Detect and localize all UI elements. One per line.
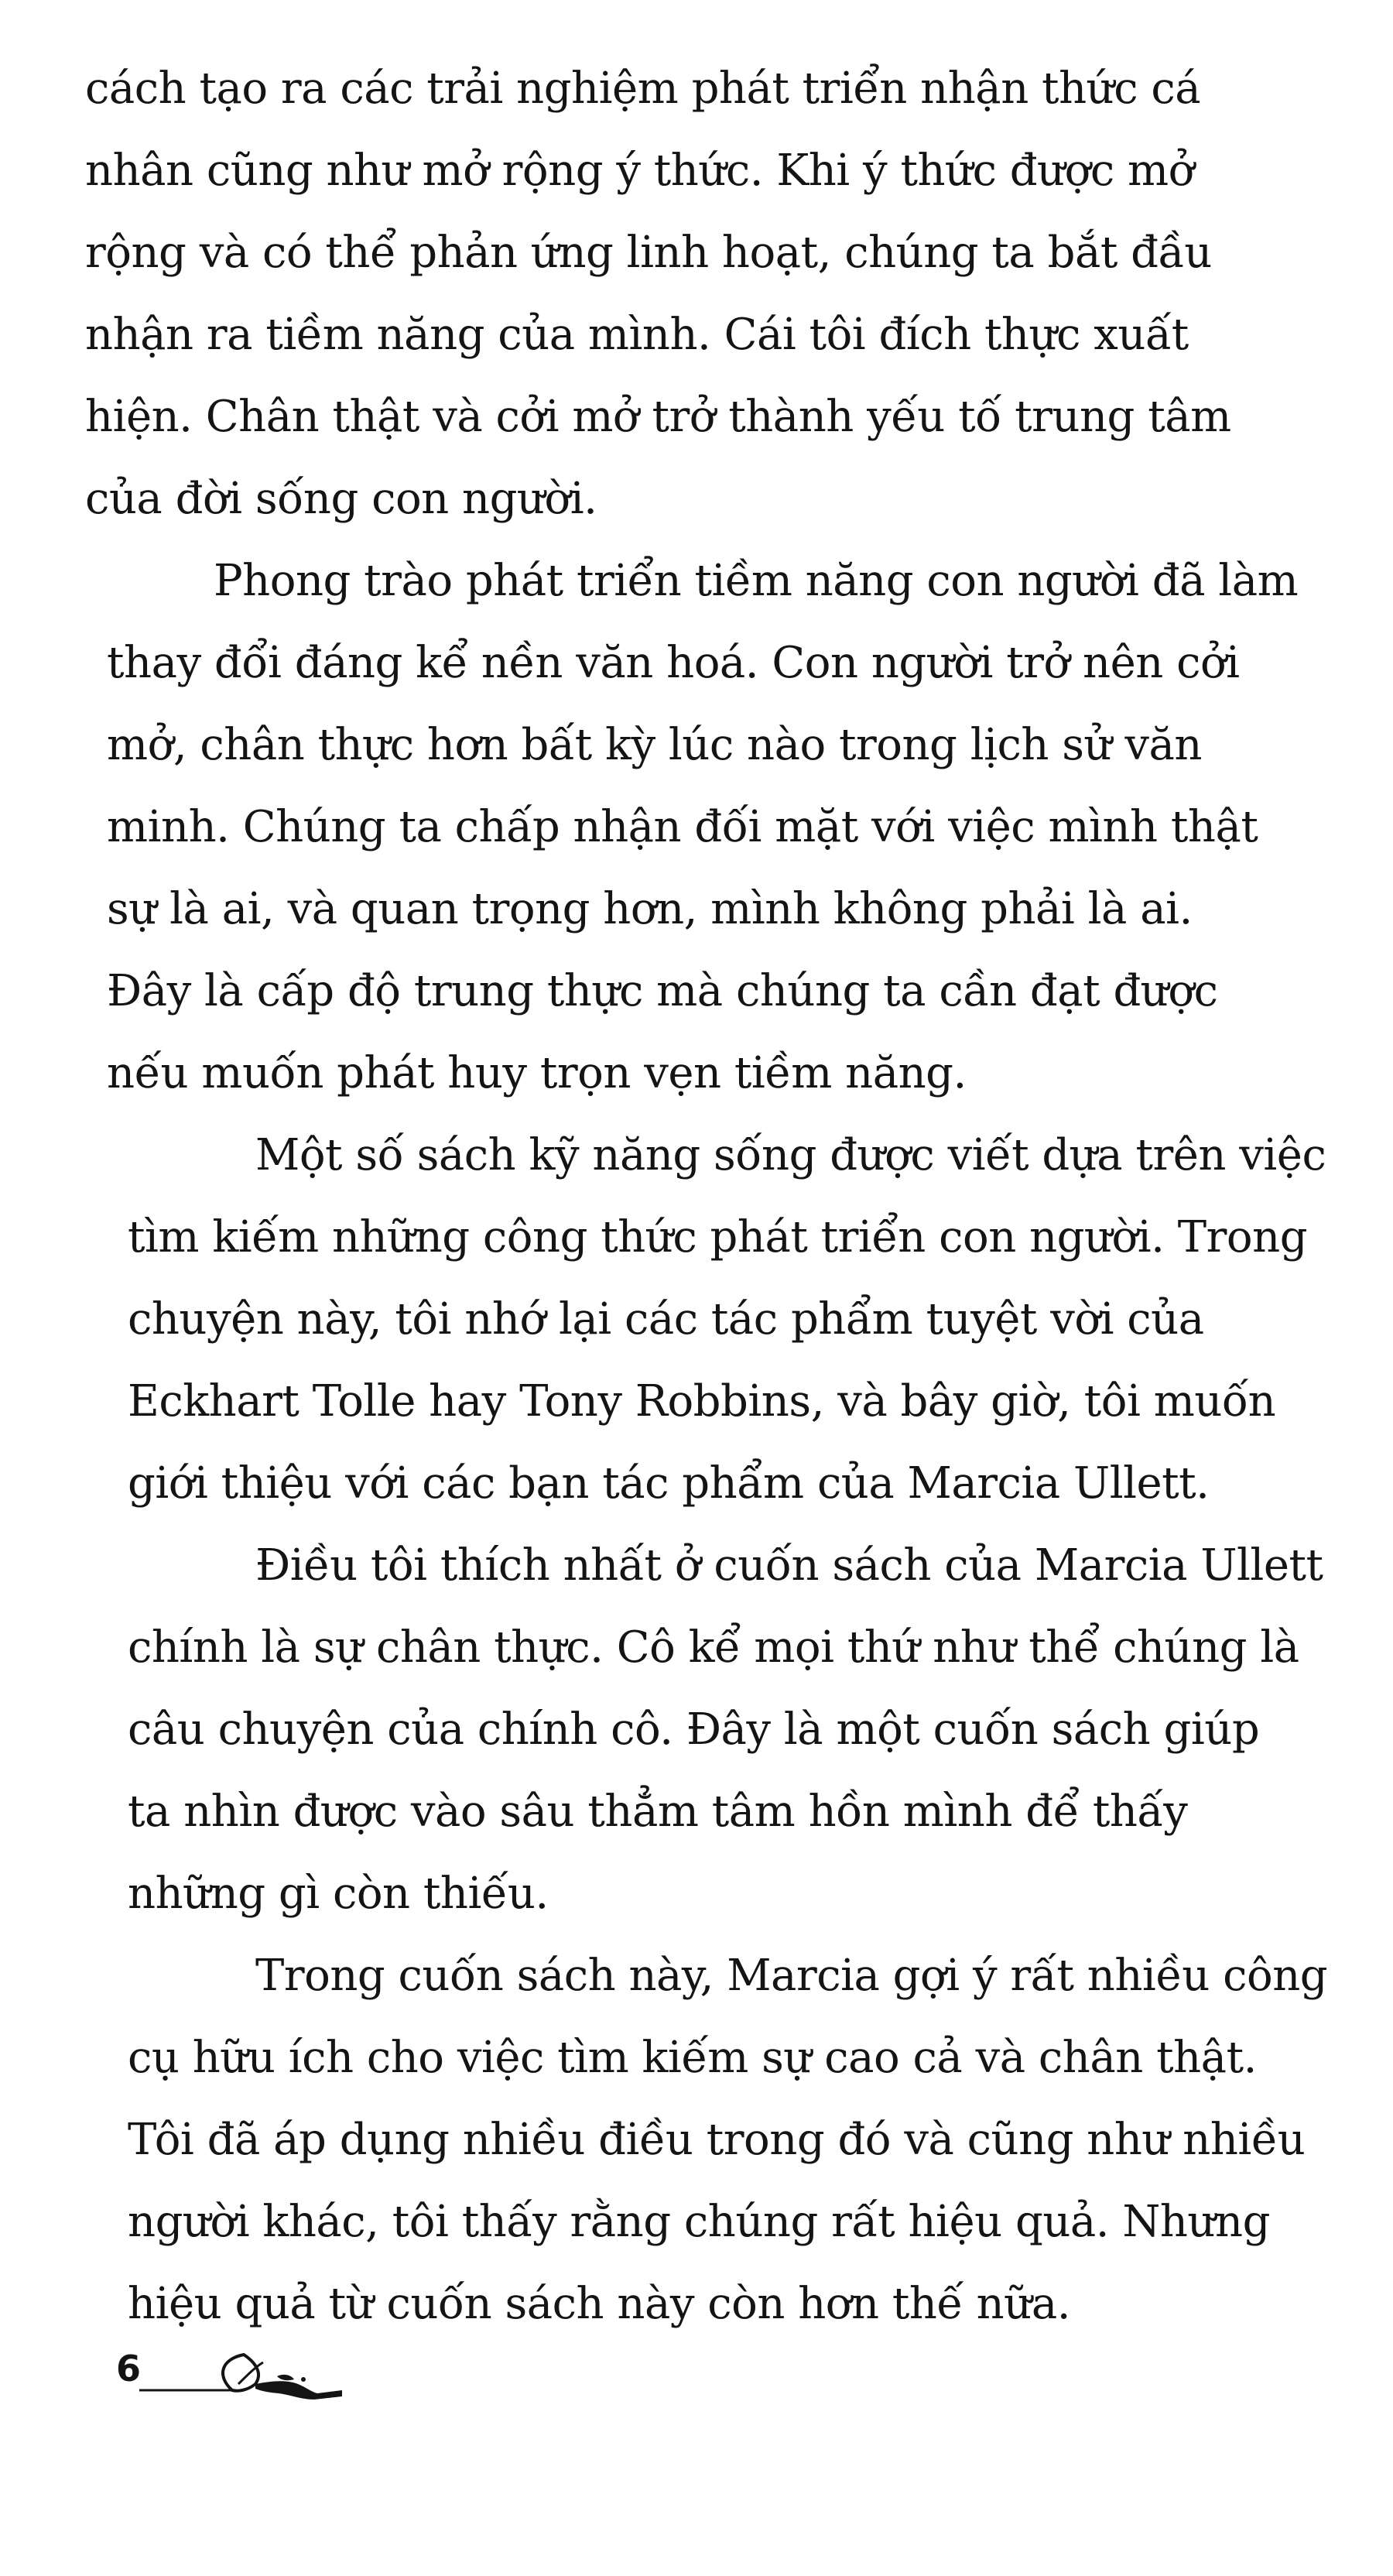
text-line: của đời sống con người. (85, 474, 597, 524)
text-line: người khác, tôi thấy rằng chúng rất hiệu quả. Nhưng (128, 2197, 1270, 2247)
text-line: sự là ai, và quan trọng hơn, mình không phải là ai. (107, 884, 1193, 934)
paragraph-2 (85, 540, 1308, 1115)
paragraph-1 (85, 48, 1308, 540)
text-line: nếu muốn phát huy trọn vẹn tiềm năng. (107, 1048, 967, 1098)
page-footer (116, 2345, 348, 2407)
text-line: chuyện này, tôi nhớ lại các tác phẩm tuyệt vời của (128, 1294, 1204, 1345)
text-line: mở, chân thực hơn bất kỳ lúc nào trong lịch sử văn (107, 720, 1202, 770)
text-line: Phong trào phát triển tiềm năng con người đã làm (214, 556, 1299, 606)
text-line: hiệu quả từ cuốn sách này còn hơn thế nữa. (128, 2279, 1070, 2329)
text-line: Một số sách kỹ năng sống được viết dựa trên việc (255, 1130, 1326, 1180)
text-line: Tôi đã áp dụng nhiều điều trong đó và cũng như nhiều (128, 2115, 1306, 2165)
text-line: minh. Chúng ta chấp nhận đối mặt với việc mình thật (107, 802, 1258, 852)
paragraph-4 (85, 1525, 1323, 1935)
text-line: câu chuyện của chính cô. Đây là một cuốn sách giúp (128, 1704, 1260, 1755)
body-text (85, 48, 1328, 2345)
text-line: thay đổi đáng kể nền văn hoá. Con người trở nên cởi (107, 638, 1240, 688)
text-line: rộng và có thể phản ứng linh hoạt, chúng ta bắt đầu (85, 228, 1212, 278)
quill-pen-icon (139, 2345, 364, 2407)
text-line: cách tạo ra các trải nghiệm phát triển nhận thức cá (85, 63, 1201, 114)
paragraph-3 (85, 1115, 1326, 1525)
text-line: hiện. Chân thật và cởi mở trở thành yếu tố trung tâm (85, 392, 1231, 442)
text-line: Đây là cấp độ trung thực mà chúng ta cần đạt được (107, 966, 1218, 1016)
text-line: cụ hữu ích cho việc tìm kiếm sự cao cả và chân thật. (128, 2033, 1257, 2083)
text-line: nhận ra tiềm năng của mình. Cái tôi đích thực xuất (85, 310, 1189, 360)
text-line: Trong cuốn sách này, Marcia gợi ý rất nhiều công (255, 1951, 1328, 2001)
paragraph-5 (85, 1935, 1328, 2345)
text-line: ta nhìn được vào sâu thẳm tâm hồn mình để thấy (128, 1786, 1188, 1837)
text-line: tìm kiếm những công thức phát triển con người. Trong (128, 1212, 1308, 1262)
text-line: những gì còn thiếu. (128, 1869, 549, 1919)
text-line: Eckhart Tolle hay Tony Robbins, và bây giờ, tôi muốn (128, 1376, 1276, 1427)
text-line: chính là sự chân thực. Cô kể mọi thứ như thể chúng là (128, 1622, 1299, 1673)
text-line: nhân cũng như mở rộng ý thức. Khi ý thức được mở (85, 146, 1194, 196)
text-line: giới thiệu với các bạn tác phẩm của Marcia Ullett. (128, 1458, 1210, 1509)
text-line: Điều tôi thích nhất ở cuốn sách của Marcia Ullett (255, 1540, 1323, 1591)
page-number: 6 (116, 2348, 142, 2389)
